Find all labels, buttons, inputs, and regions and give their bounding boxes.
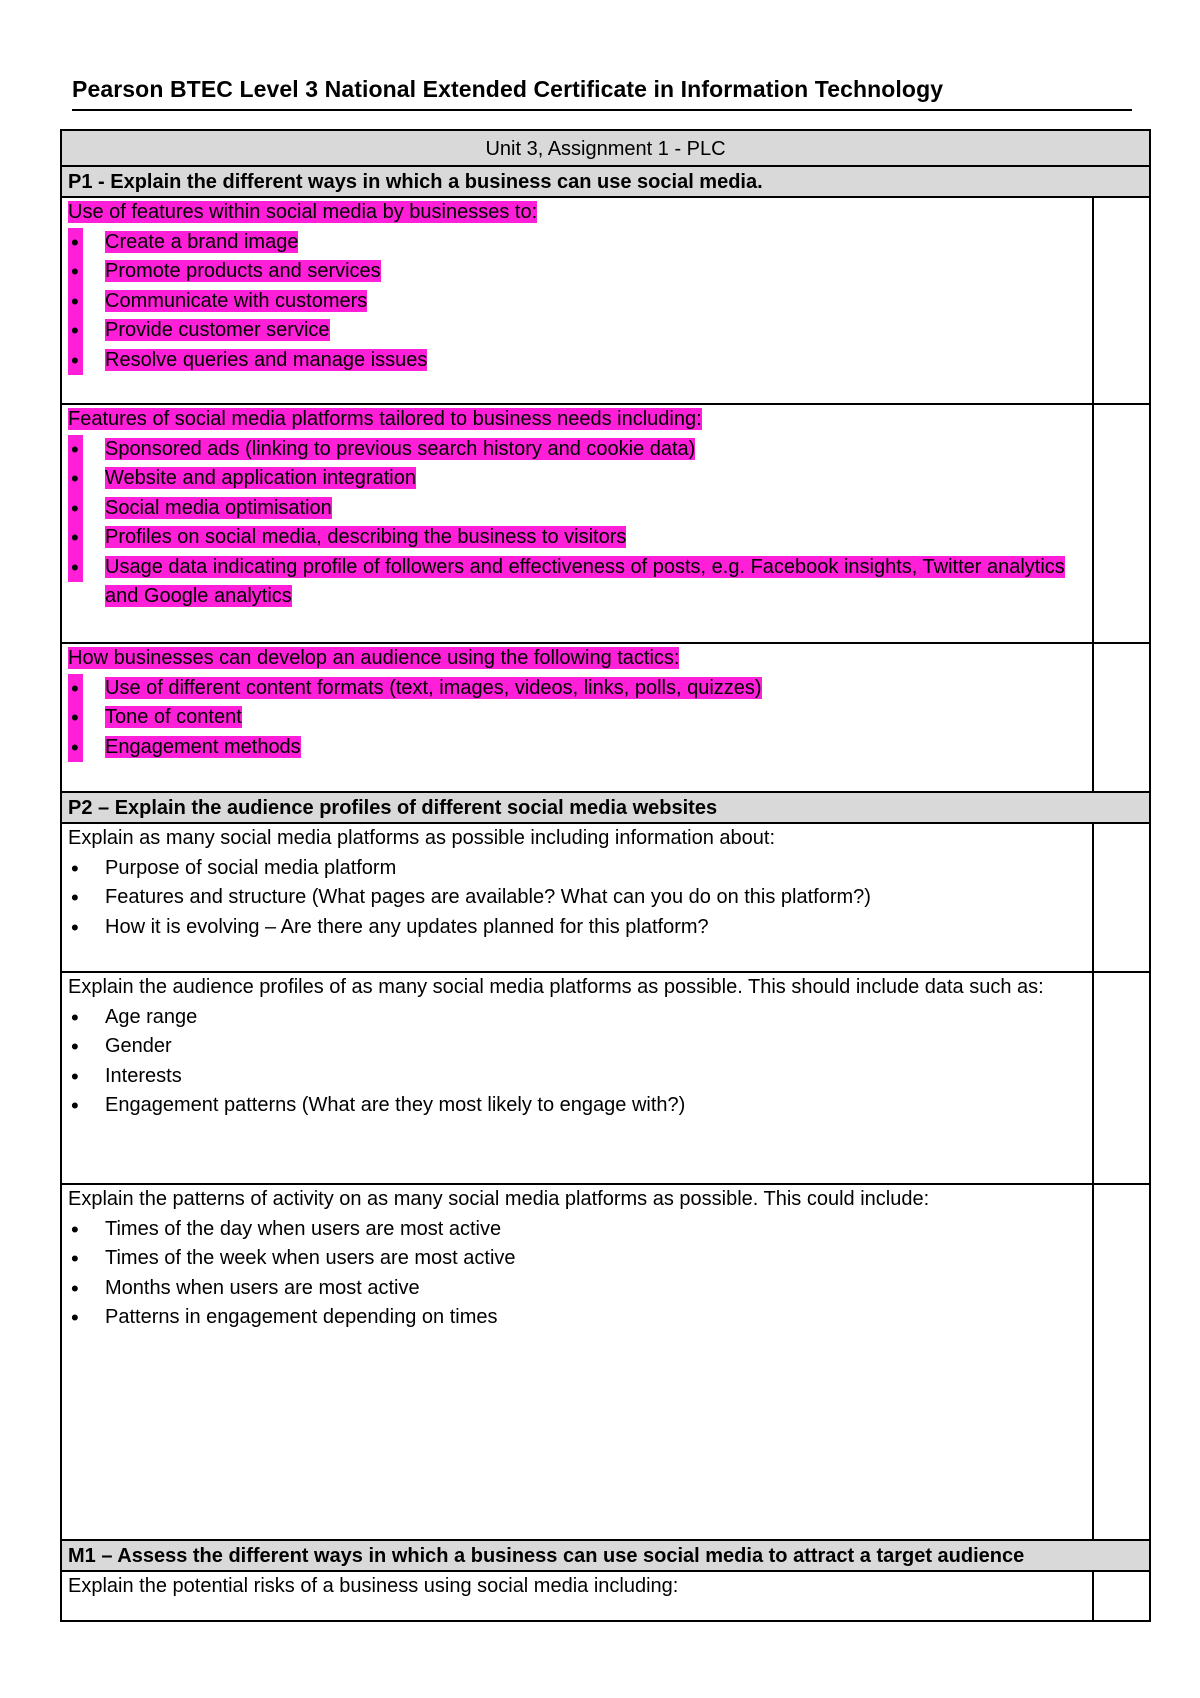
list-item: • Tone of content: [68, 703, 1086, 733]
criterion-heading-row: [61, 792, 1150, 823]
list-item: • Communicate with customers: [68, 287, 1086, 317]
bullet-list: [68, 435, 1086, 612]
criterion-row: [61, 1184, 1150, 1540]
list-item: • Patterns in engagement depending on times: [68, 1303, 1086, 1333]
p1-block-3: [61, 643, 1093, 792]
criterion-heading-row: [61, 1540, 1150, 1571]
list-item: • Social media optimisation: [68, 494, 1086, 524]
bullet-list: [68, 1215, 1086, 1333]
tick-box[interactable]: [1093, 197, 1150, 404]
list-item: • Provide customer service: [68, 316, 1086, 346]
unit-header: Unit 3, Assignment 1 - PLC: [61, 130, 1150, 166]
criterion-row: [61, 1571, 1150, 1621]
criterion-row: [61, 404, 1150, 643]
tick-box[interactable]: [1093, 404, 1150, 643]
list-item: • Use of different content formats (text, images, videos, links, polls, quizzes): [68, 674, 1086, 704]
criterion-row: [61, 823, 1150, 972]
tick-box[interactable]: [1093, 823, 1150, 972]
list-item: • Create a brand image: [68, 228, 1086, 258]
block-intro: Explain the patterns of activity on as many social media platforms as possible. This could include:: [68, 1188, 930, 1210]
list-item: • Engagement methods: [68, 733, 1086, 763]
block-intro: Explain as many social media platforms as possible including information about:: [68, 827, 776, 849]
list-item: • Profiles on social media, describing the business to visitors: [68, 523, 1086, 553]
m1-heading: M1 – Assess the different ways in which a business can use social media to attract a target audience: [61, 1540, 1150, 1571]
tick-box[interactable]: [1093, 1571, 1150, 1621]
block-intro: Use of features within social media by businesses to:: [68, 201, 538, 223]
p2-block-2: [61, 972, 1093, 1184]
list-item: • Promote products and services: [68, 257, 1086, 287]
list-item: • Engagement patterns (What are they most likely to engage with?): [68, 1091, 1086, 1121]
list-item: • Gender: [68, 1032, 1086, 1062]
list-item: • Features and structure (What pages are available? What can you do on this platform?): [68, 883, 1086, 913]
tick-box[interactable]: [1093, 972, 1150, 1184]
list-item: • Sponsored ads (linking to previous search history and cookie data): [68, 435, 1086, 465]
criterion-row: [61, 643, 1150, 792]
criterion-heading-row: [61, 166, 1150, 197]
list-item: • How it is evolving – Are there any updates planned for this platform?: [68, 913, 1086, 943]
block-intro: How businesses can develop an audience using the following tactics:: [68, 647, 680, 669]
list-item: • Months when users are most active: [68, 1274, 1086, 1304]
p1-block-1: [61, 197, 1093, 404]
bullet-list: [68, 854, 1086, 943]
list-item: • Interests: [68, 1062, 1086, 1092]
p2-block-1: [61, 823, 1093, 972]
document-title: Pearson BTEC Level 3 National Extended Certificate in Information Technology: [72, 76, 1132, 111]
p1-heading: P1 - Explain the different ways in which a business can use social media.: [61, 166, 1150, 197]
block-intro: Explain the potential risks of a business using social media including:: [68, 1575, 679, 1597]
list-item: • Resolve queries and manage issues: [68, 346, 1086, 376]
m1-block-1: [61, 1571, 1093, 1621]
criterion-row: [61, 197, 1150, 404]
list-item: • Purpose of social media platform: [68, 854, 1086, 884]
p2-block-3: [61, 1184, 1093, 1540]
bullet-list: [68, 1003, 1086, 1121]
p1-block-2: [61, 404, 1093, 643]
list-item: • Age range: [68, 1003, 1086, 1033]
plc-table: [60, 129, 1151, 1622]
tick-box[interactable]: [1093, 1184, 1150, 1540]
list-item: • Usage data indicating profile of followers and effectiveness of posts, e.g. Facebook insights, Twitter analytics and Google analytics: [68, 553, 1086, 612]
bullet-list: [68, 228, 1086, 376]
criterion-row: [61, 972, 1150, 1184]
block-intro: Features of social media platforms tailored to business needs including:: [68, 408, 702, 430]
block-intro: Explain the audience profiles of as many social media platforms as possible. This should include data such as:: [68, 976, 1044, 998]
p2-heading: P2 – Explain the audience profiles of different social media websites: [61, 792, 1150, 823]
list-item: • Website and application integration: [68, 464, 1086, 494]
bullet-list: [68, 674, 1086, 763]
list-item: • Times of the week when users are most active: [68, 1244, 1086, 1274]
unit-header-row: [61, 130, 1150, 166]
tick-box[interactable]: [1093, 643, 1150, 792]
list-item: • Times of the day when users are most active: [68, 1215, 1086, 1245]
